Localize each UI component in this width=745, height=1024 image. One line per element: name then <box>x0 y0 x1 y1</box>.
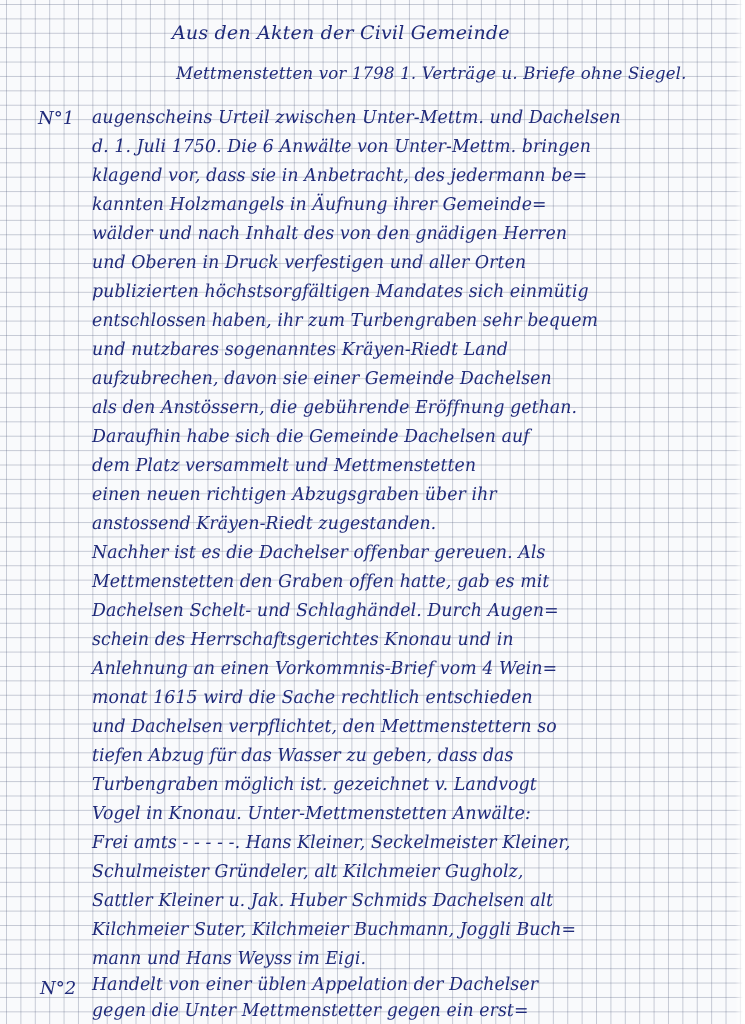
text-line: publizierten höchstsorgfältigen Mandates sich einmütig <box>92 282 589 302</box>
entry-number: N°2 <box>40 978 77 999</box>
text-line: Handelt von einer üblen Appelation der Dachelser <box>92 975 539 995</box>
text-line: und nutzbares sogenanntes Kräyen-Riedt Land <box>92 340 509 360</box>
text-line: dem Platz versammelt und Mettmenstetten <box>92 456 477 476</box>
text-line: tiefen Abzug für das Wasser zu geben, dass das <box>92 746 514 766</box>
text-line: Nachher ist es die Dachelser offenbar gereuen. Als <box>92 543 546 563</box>
text-line: d. 1. Juli 1750. Die 6 Anwälte von Unter-Mettm. bringen <box>92 137 591 157</box>
text-line: als den Anstössern, die gebührende Eröffnung gethan. <box>92 398 578 418</box>
text-line: Sattler Kleiner u. Jak. Huber Schmids Dachelsen alt <box>92 891 554 911</box>
text-line: Mettmenstetten den Graben offen hatte, gab es mit <box>92 572 550 592</box>
text-line: Kilchmeier Suter, Kilchmeier Buchmann, Joggli Buch= <box>92 920 577 940</box>
text-line: entschlossen haben, ihr zum Turbengraben sehr bequem <box>92 311 599 331</box>
text-line: monat 1615 wird die Sache rechtlich entschieden <box>92 688 533 708</box>
text-line: Vogel in Knonau. Unter-Mettmenstetten Anwälte: <box>92 804 531 824</box>
text-line: Frei amts - - - - -. Hans Kleiner, Seckelmeister Kleiner, <box>92 833 571 853</box>
text-line: aufzubrechen, davon sie einer Gemeinde Dachelsen <box>92 369 552 389</box>
text-line: kannten Holzmangels in Äufnung ihrer Gemeinde= <box>92 195 547 215</box>
text-line: augenscheins Urteil zwischen Unter-Mettm. und Dachelsen <box>92 108 621 128</box>
text-line: klagend vor, dass sie in Anbetracht, des jedermann be= <box>92 166 588 186</box>
text-line: Turbengraben möglich ist. gezeichnet v. Landvogt <box>92 775 537 795</box>
entry-number: N°1 <box>38 108 75 129</box>
text-line: gegen die Unter Mettmenstetter gegen ein erst= <box>92 1001 529 1021</box>
text-line: schein des Herrschaftsgerichtes Knonau und in <box>92 630 514 650</box>
text-line: mann und Hans Weyss im Eigi. <box>92 949 367 969</box>
text-line: Dachelsen Schelt- und Schlaghändel. Durch Augen= <box>92 601 559 621</box>
text-line: Schulmeister Gründeler, alt Kilchmeier Gugholz, <box>92 862 524 882</box>
document-title: Aus den Akten der Civil Gemeinde <box>172 22 510 44</box>
text-line: wälder und nach Inhalt des von den gnädigen Herren <box>92 224 568 244</box>
text-line: und Oberen in Druck verfestigen und aller Orten <box>92 253 527 273</box>
text-line: und Dachelsen verpflichtet, den Mettmenstettern so <box>92 717 557 737</box>
text-line: einen neuen richtigen Abzugsgraben über ihr <box>92 485 497 505</box>
document-subtitle: Mettmenstetten vor 1798 1. Verträge u. Briefe ohne Siegel. <box>176 64 687 83</box>
text-line: anstossend Kräyen-Riedt zugestanden. <box>92 514 437 534</box>
text-line: Anlehnung an einen Vorkommnis-Brief vom 4 Wein= <box>92 659 558 679</box>
text-line: Daraufhin habe sich die Gemeinde Dachelsen auf <box>92 427 530 447</box>
